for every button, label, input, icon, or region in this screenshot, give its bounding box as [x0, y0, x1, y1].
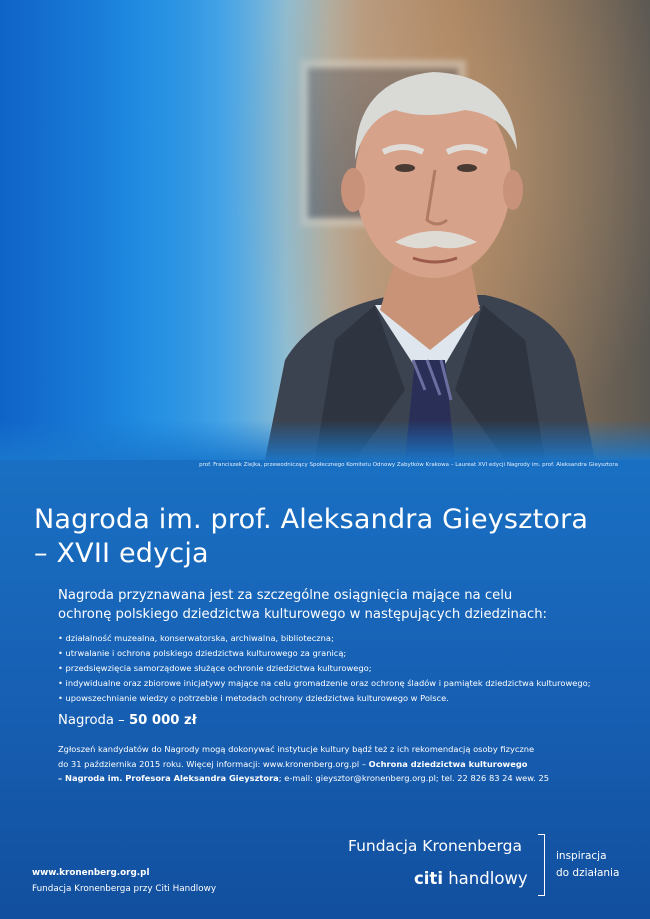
footer-org: Fundacja Kronenberga przy Citi Handlowy — [32, 883, 217, 894]
prize-value: 50 000 zł — [128, 713, 197, 728]
application-info — [58, 742, 618, 786]
brand-name: Fundacja Kronenberga — [348, 837, 522, 855]
brand-logo — [348, 836, 528, 888]
prize-amount — [58, 713, 197, 728]
apply-line-2-bold: Ochrona dziedzictwa kulturowego — [368, 758, 528, 769]
citi-handlowy-logo — [414, 869, 528, 888]
intro-line-2: ochronę polskiego dziedzictwa kulturowego w następujących dziedzinach: — [58, 607, 547, 622]
brand-tagline — [556, 848, 619, 882]
list-item: • działalność muzealna, konserwatorska, archiwalna, biblioteczna; — [58, 631, 628, 646]
photo-caption: prof. Franciszek Ziejka, przewodniczący Społecznego Komitetu Odnowy Zabytków Krakowa – Laureat XVI edycji Nagrody im. prof. Aleksandra Gieysztora — [199, 462, 618, 468]
list-item: • indywidualne oraz zbiorowe inicjatywy mające na celu gromadzenie oraz ochronę śladów i pamiątek dziedzictwa kulturowego; — [58, 676, 628, 691]
apply-line-3-text: ; e-mail: gieysztor@kronenberg.org.pl; tel. 22 826 83 24 wew. 25 — [278, 773, 550, 784]
page-title — [34, 503, 634, 571]
intro-line-1: Nagroda przyznawana jest za szczególne osiągnięcia mające na celu — [58, 588, 513, 603]
title-line-1: Nagroda im. prof. Aleksandra Gieysztora — [34, 504, 589, 535]
footer-contact — [32, 866, 216, 897]
apply-line-3-bold: – Nagroda im. Profesora Aleksandra Gieysztora — [58, 773, 279, 784]
tagline-line-1: inspiracja — [556, 850, 607, 862]
apply-line-2-text: do 31 października 2015 roku. Więcej informacji: www.kronenberg.org.pl – — [58, 758, 369, 769]
website-link[interactable]: www.kronenberg.org.pl — [32, 868, 150, 878]
prize-label: Nagroda – — [58, 713, 129, 728]
fields-list — [58, 631, 628, 706]
photo-bottom-fade — [0, 420, 650, 460]
intro-text — [58, 586, 618, 624]
list-item: • przedsięwzięcia samorządowe służące ochronie dziedzictwa kulturowego; — [58, 661, 628, 676]
list-item: • utrwalanie i ochrona polskiego dziedzictwa kulturowego za granicą; — [58, 646, 628, 661]
brand-bracket — [538, 834, 545, 896]
apply-line-1: Zgłoszeń kandydatów do Nagrody mogą dokonywać instytucje kultury bądź też z ich rekomendacją osoby fizyczne — [58, 744, 535, 754]
apply-line-3 — [58, 771, 618, 786]
portrait-person — [255, 60, 595, 460]
title-line-2: – XVII edycja — [34, 538, 209, 569]
citi-wordmark: citi — [414, 869, 443, 888]
tagline-line-2: do działania — [556, 867, 620, 879]
apply-line-2 — [58, 757, 618, 772]
handlowy-wordmark: handlowy — [442, 869, 528, 888]
list-item: • upowszechnianie wiedzy o potrzebie i metodach ochrony dziedzictwa kulturowego w Polsce. — [58, 691, 628, 706]
